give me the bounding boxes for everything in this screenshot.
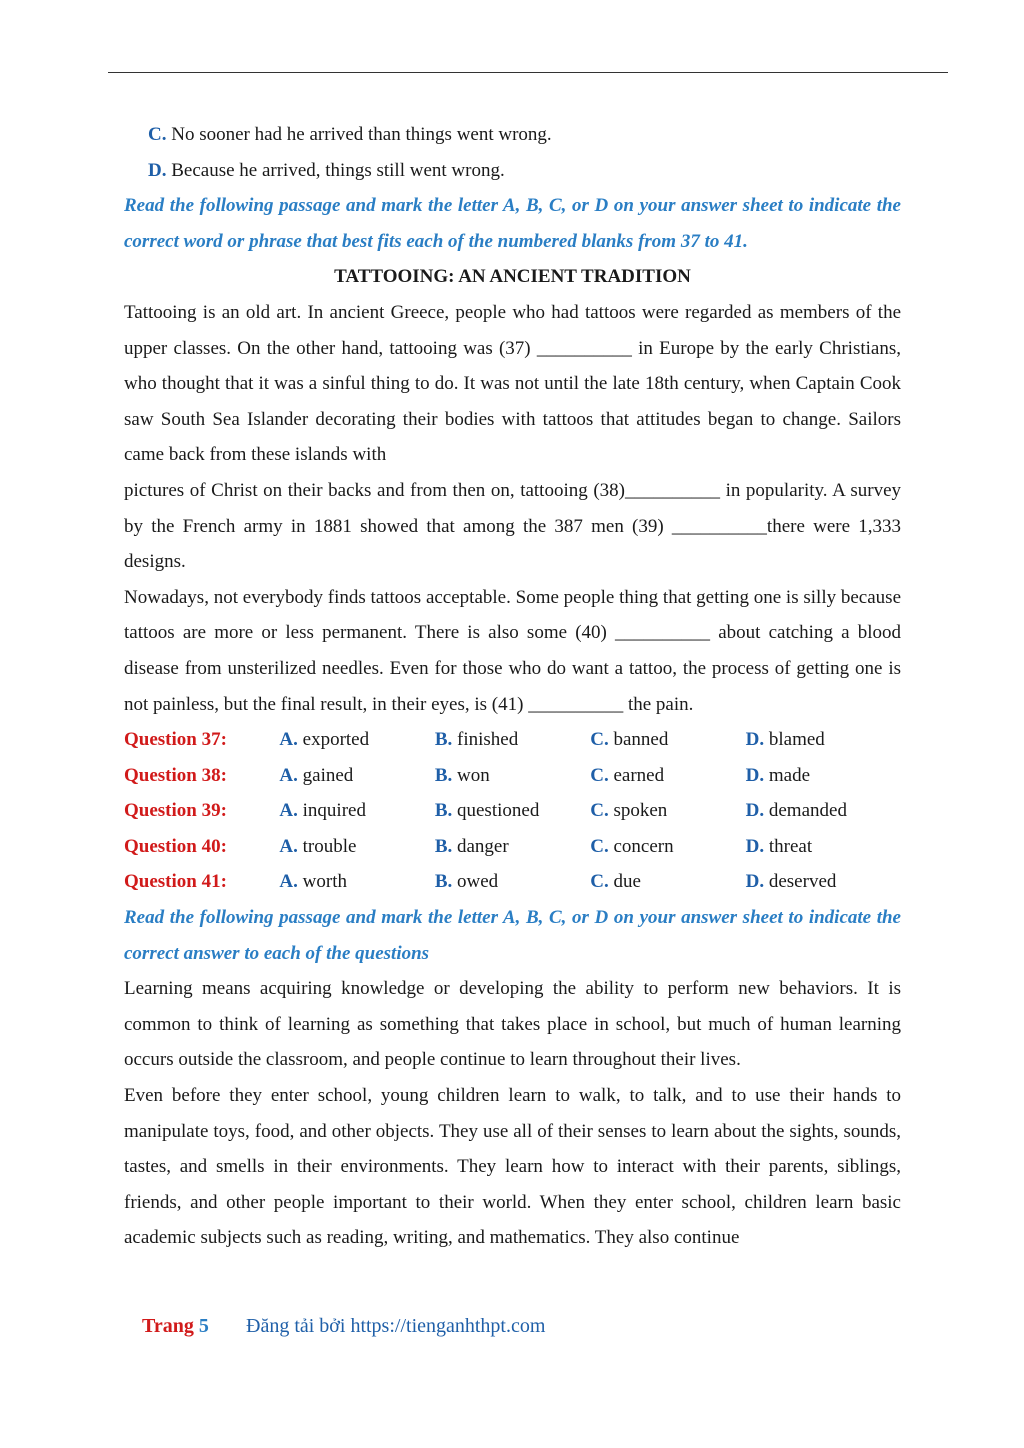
option-text: blamed bbox=[768, 729, 825, 751]
option-text: danger bbox=[457, 835, 509, 857]
option-text: worth bbox=[302, 871, 347, 893]
option-letter: A. bbox=[279, 871, 298, 893]
answer-option[interactable] bbox=[435, 722, 590, 758]
option-letter: D. bbox=[745, 835, 765, 857]
answer-option[interactable] bbox=[435, 793, 590, 829]
prev-option-c bbox=[124, 117, 901, 153]
option-letter: C. bbox=[590, 800, 609, 822]
answer-option[interactable] bbox=[746, 864, 901, 900]
answer-option[interactable] bbox=[590, 829, 745, 865]
option-text: threat bbox=[768, 835, 813, 857]
option-letter: B. bbox=[434, 764, 453, 786]
option-letter: C. bbox=[590, 729, 609, 751]
option-text: concern bbox=[613, 835, 674, 857]
option-text: won bbox=[457, 764, 490, 786]
header-rule bbox=[108, 72, 948, 73]
answer-option[interactable] bbox=[746, 829, 901, 865]
answer-option[interactable] bbox=[279, 864, 434, 900]
option-letter: C. bbox=[148, 124, 167, 145]
answer-option[interactable] bbox=[590, 758, 745, 794]
question-label: Question 38: bbox=[124, 764, 227, 786]
option-letter: B. bbox=[434, 871, 453, 893]
option-letter: C. bbox=[590, 764, 609, 786]
option-text: finished bbox=[457, 729, 519, 751]
passage-paragraph: Even before they enter school, young children learn to walk, to talk, and to use their hands to manipulate toys, food, and other objects. They use all of their senses to learn about the sights, sounds, tastes, and smells in their environments. They learn how to interact with their parents, siblings, friends, and other people important to their world. When they enter school, children learn basic academic subjects such as reading, writing, and mathematics. They also continue bbox=[124, 1085, 901, 1249]
option-text: exported bbox=[302, 729, 370, 751]
option-letter: D. bbox=[745, 764, 765, 786]
option-letter: A. bbox=[279, 800, 298, 822]
answer-option[interactable] bbox=[435, 829, 590, 865]
option-letter: B. bbox=[434, 800, 453, 822]
answer-option[interactable] bbox=[279, 758, 434, 794]
option-letter: D. bbox=[745, 729, 765, 751]
question-row bbox=[124, 758, 901, 794]
option-text: questioned bbox=[457, 800, 540, 822]
answer-option[interactable] bbox=[746, 793, 901, 829]
answer-option[interactable] bbox=[590, 793, 745, 829]
option-text: trouble bbox=[302, 835, 357, 857]
answer-option[interactable] bbox=[746, 758, 901, 794]
option-text: banned bbox=[613, 729, 669, 751]
page-number bbox=[142, 1315, 246, 1338]
option-text: inquired bbox=[302, 800, 366, 822]
question-row bbox=[124, 793, 901, 829]
option-text: demanded bbox=[768, 800, 847, 822]
option-text: owed bbox=[457, 871, 499, 893]
option-text: Because he arrived, things still went wrong. bbox=[171, 159, 505, 181]
answer-option[interactable] bbox=[435, 758, 590, 794]
answer-option[interactable] bbox=[590, 722, 745, 758]
prev-option-d bbox=[124, 153, 901, 189]
page-content bbox=[124, 117, 901, 1256]
instruction-reading: Read the following passage and mark the letter A, B, C, or D on your answer sheet to indicate the correct answer to each of the questions bbox=[124, 907, 901, 964]
passage-paragraph: pictures of Christ on their backs and from then on, tattooing (38)__________ in popularity. A survey by the French army in 1881 showed that among the 387 men (39) __________there were 1,333 designs. bbox=[124, 479, 901, 573]
option-text: earned bbox=[613, 764, 665, 786]
option-text: No sooner had he arrived than things went wrong. bbox=[171, 124, 552, 145]
option-letter: A. bbox=[279, 835, 298, 857]
option-text: due bbox=[613, 871, 641, 893]
option-letter: C. bbox=[590, 835, 609, 857]
option-letter: C. bbox=[590, 871, 609, 893]
answer-option[interactable] bbox=[279, 793, 434, 829]
answer-option[interactable] bbox=[435, 864, 590, 900]
option-letter: B. bbox=[434, 729, 453, 751]
question-row bbox=[124, 864, 901, 900]
footer-credit-link[interactable]: Đăng tải bởi https://tienganhthpt.com bbox=[246, 1315, 546, 1337]
passage-paragraph: Nowadays, not everybody finds tattoos acceptable. Some people thing that getting one is silly because tattoos are more or less permanent. There is also some (40) __________ about catching a blood disease from unsterilized needles. Even for those who do want a tattoo, the process of getting one is not painless, but the final result, in their eyes, is (41) __________ the pain. bbox=[124, 586, 901, 715]
option-letter: B. bbox=[434, 835, 453, 857]
question-label: Question 37: bbox=[124, 729, 227, 751]
page-label: Trang bbox=[142, 1315, 194, 1337]
option-text: spoken bbox=[613, 800, 668, 822]
instruction-cloze: Read the following passage and mark the letter A, B, C, or D on your answer sheet to indicate the correct word or phrase that best fits each of the numbered blanks from 37 to 41. bbox=[124, 195, 901, 252]
passage-title: TATTOOING: AN ANCIENT TRADITION bbox=[334, 266, 691, 288]
page-footer bbox=[142, 1315, 545, 1338]
option-letter: D. bbox=[745, 800, 765, 822]
option-text: deserved bbox=[768, 871, 837, 893]
question-row bbox=[124, 829, 901, 865]
question-row bbox=[124, 722, 901, 758]
option-text: gained bbox=[302, 764, 354, 786]
page-number-value: 5 bbox=[198, 1315, 209, 1337]
passage-paragraph: Tattooing is an old art. In ancient Greece, people who had tattoos were regarded as members of the upper classes. On the other hand, tattooing was (37) __________ in Europe by the early Christians, who thought that it was a sinful thing to do. It was not until the late 18th century, when Captain Cook saw South Sea Islander decorating their bodies with tattoos that attitudes began to change. Sailors came back from these islands with bbox=[124, 301, 901, 466]
passage-paragraph: Learning means acquiring knowledge or developing the ability to perform new behaviors. It is common to think of learning as something that takes place in school, but much of human learning occurs outside the classroom, and people continue to learn throughout their lives. bbox=[124, 978, 901, 1071]
answer-option[interactable] bbox=[279, 829, 434, 865]
answer-option[interactable] bbox=[590, 864, 745, 900]
answer-option[interactable] bbox=[746, 722, 901, 758]
option-letter: D. bbox=[745, 871, 765, 893]
option-letter: D. bbox=[148, 159, 167, 181]
question-label: Question 39: bbox=[124, 800, 227, 822]
option-letter: A. bbox=[279, 764, 298, 786]
option-text: made bbox=[768, 764, 811, 786]
answer-option[interactable] bbox=[279, 722, 434, 758]
option-letter: A. bbox=[279, 729, 298, 751]
question-label: Question 40: bbox=[124, 835, 227, 857]
question-table bbox=[124, 722, 901, 900]
question-label: Question 41: bbox=[124, 871, 227, 893]
